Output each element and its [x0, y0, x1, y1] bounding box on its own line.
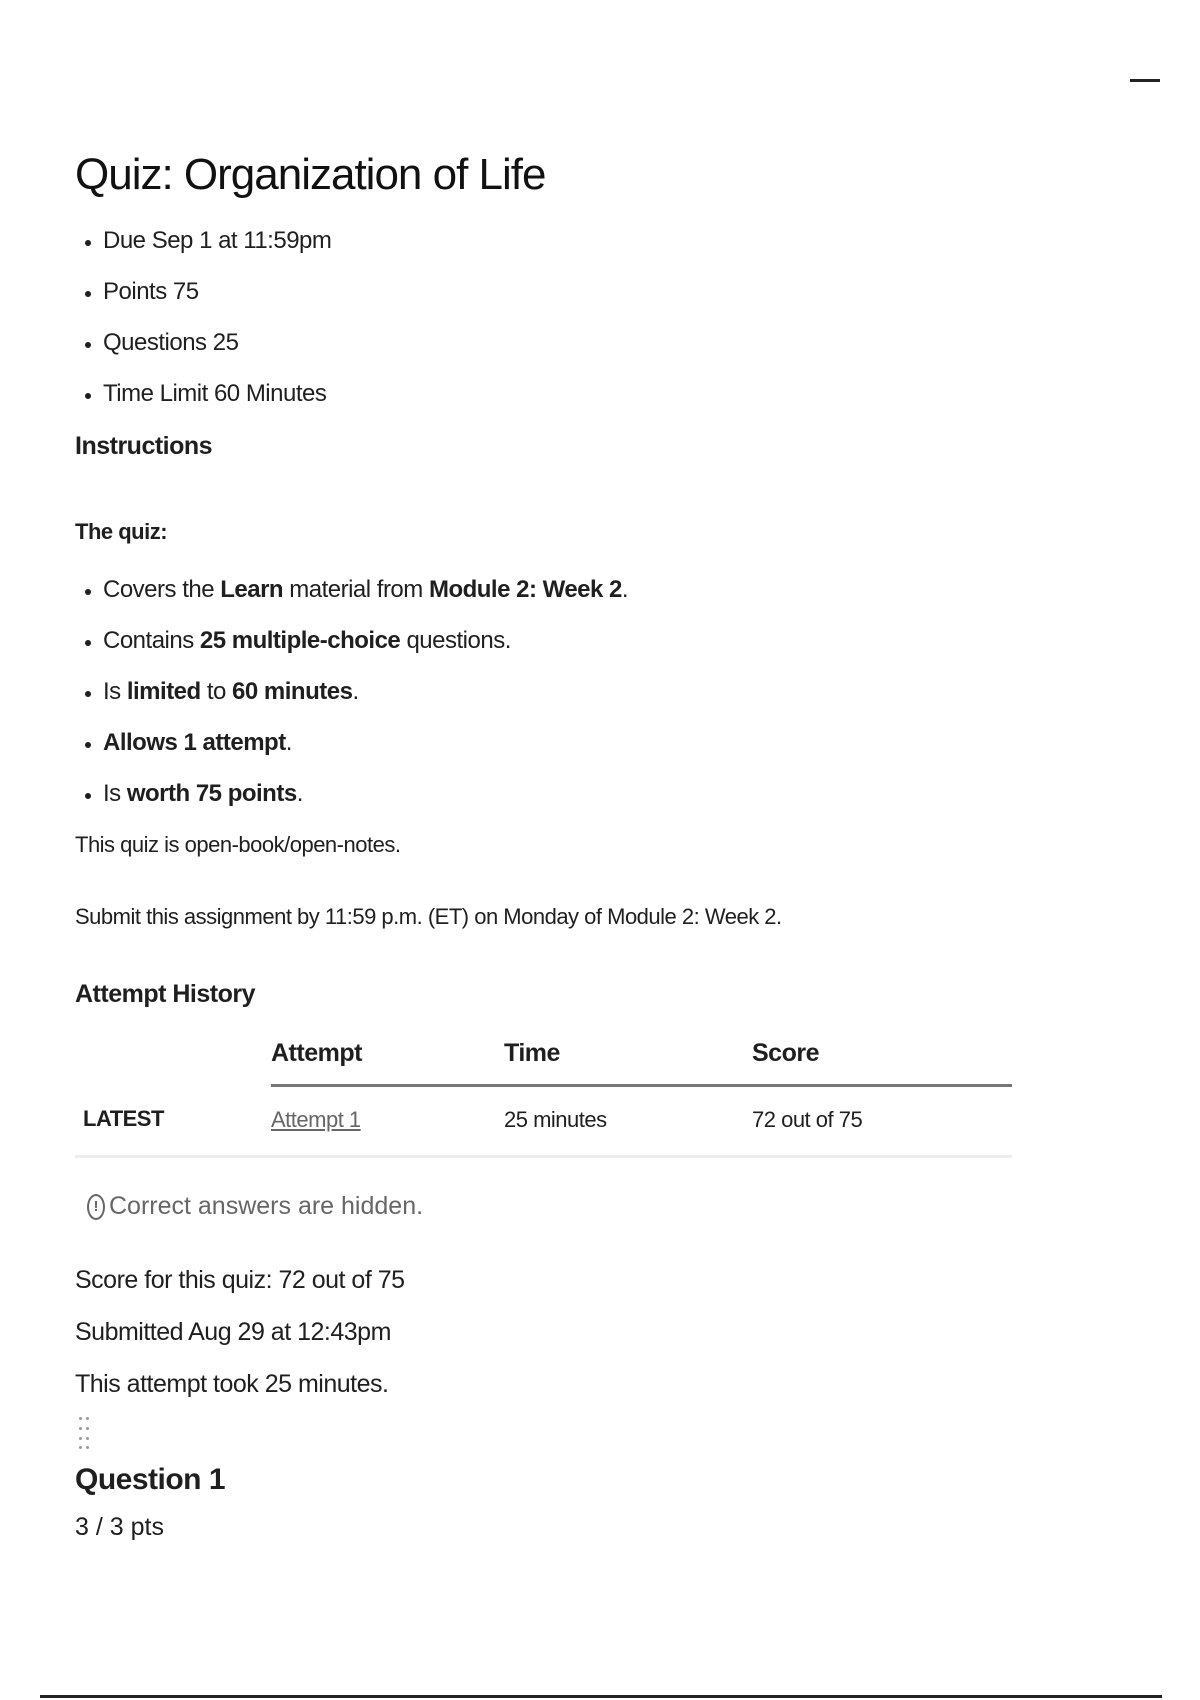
time-cell: 25 minutes — [504, 1086, 752, 1157]
score-cell: 72 out of 75 — [752, 1086, 1012, 1157]
minimize-icon[interactable] — [1130, 79, 1160, 82]
table-row — [75, 1086, 1012, 1157]
instructions-heading: Instructions — [75, 432, 213, 460]
due-date: • Due Sep 1 at 11:59pm — [103, 228, 1075, 254]
time-limit: • Time Limit 60 Minutes — [103, 381, 1075, 407]
column-header-attempt: Attempt — [271, 1039, 504, 1086]
attempt-cell — [271, 1086, 504, 1157]
answers-hidden-text: Correct answers are hidden. — [109, 1192, 424, 1220]
open-book-note: This quiz is open-book/open-notes. — [75, 832, 401, 857]
attempt-link[interactable]: Attempt 1 — [271, 1107, 361, 1132]
submit-note: Submit this assignment by 11:59 p.m. (ET) on Monday of Module 2: Week 2. — [75, 904, 782, 929]
instructions-list — [75, 577, 1075, 807]
list-item: • Is worth 75 points. — [103, 781, 1075, 807]
instructions-subheading: The quiz: — [75, 519, 168, 544]
question-title: Question 1 — [75, 1463, 226, 1496]
questions-count: • Questions 25 — [103, 330, 1075, 356]
quiz-score: Score for this quiz: 72 out of 75 — [75, 1266, 405, 1294]
info-icon: ! — [87, 1194, 105, 1220]
attempt-history-table — [75, 1039, 1012, 1158]
submitted-time: Submitted Aug 29 at 12:43pm — [75, 1318, 391, 1346]
latest-label: LATEST — [75, 1086, 271, 1157]
quiz-content — [75, 150, 1075, 1542]
column-header-time: Time — [504, 1039, 752, 1086]
quiz-summary — [75, 1267, 1075, 1397]
list-item: • Contains 25 multiple-choice questions. — [103, 628, 1075, 654]
bottom-divider — [40, 1695, 1162, 1698]
points: • Points 75 — [103, 279, 1075, 305]
attempt-duration: This attempt took 25 minutes. — [75, 1370, 389, 1398]
list-item: • Is limited to 60 minutes. — [103, 679, 1075, 705]
question-points: 3 / 3 pts — [75, 1513, 164, 1541]
quiz-meta-list — [75, 228, 1075, 407]
column-header-score: Score — [752, 1039, 1012, 1086]
drag-handle-icon[interactable] — [79, 1417, 89, 1453]
page-title: Quiz: Organization of Life — [75, 150, 546, 199]
answers-hidden-note — [87, 1192, 1075, 1221]
attempt-history-heading: Attempt History — [75, 980, 256, 1008]
list-item: • Allows 1 attempt. — [103, 730, 1075, 756]
list-item: • Covers the Learn material from Module 2: Week 2. — [103, 577, 1075, 603]
column-header-blank — [75, 1039, 271, 1086]
